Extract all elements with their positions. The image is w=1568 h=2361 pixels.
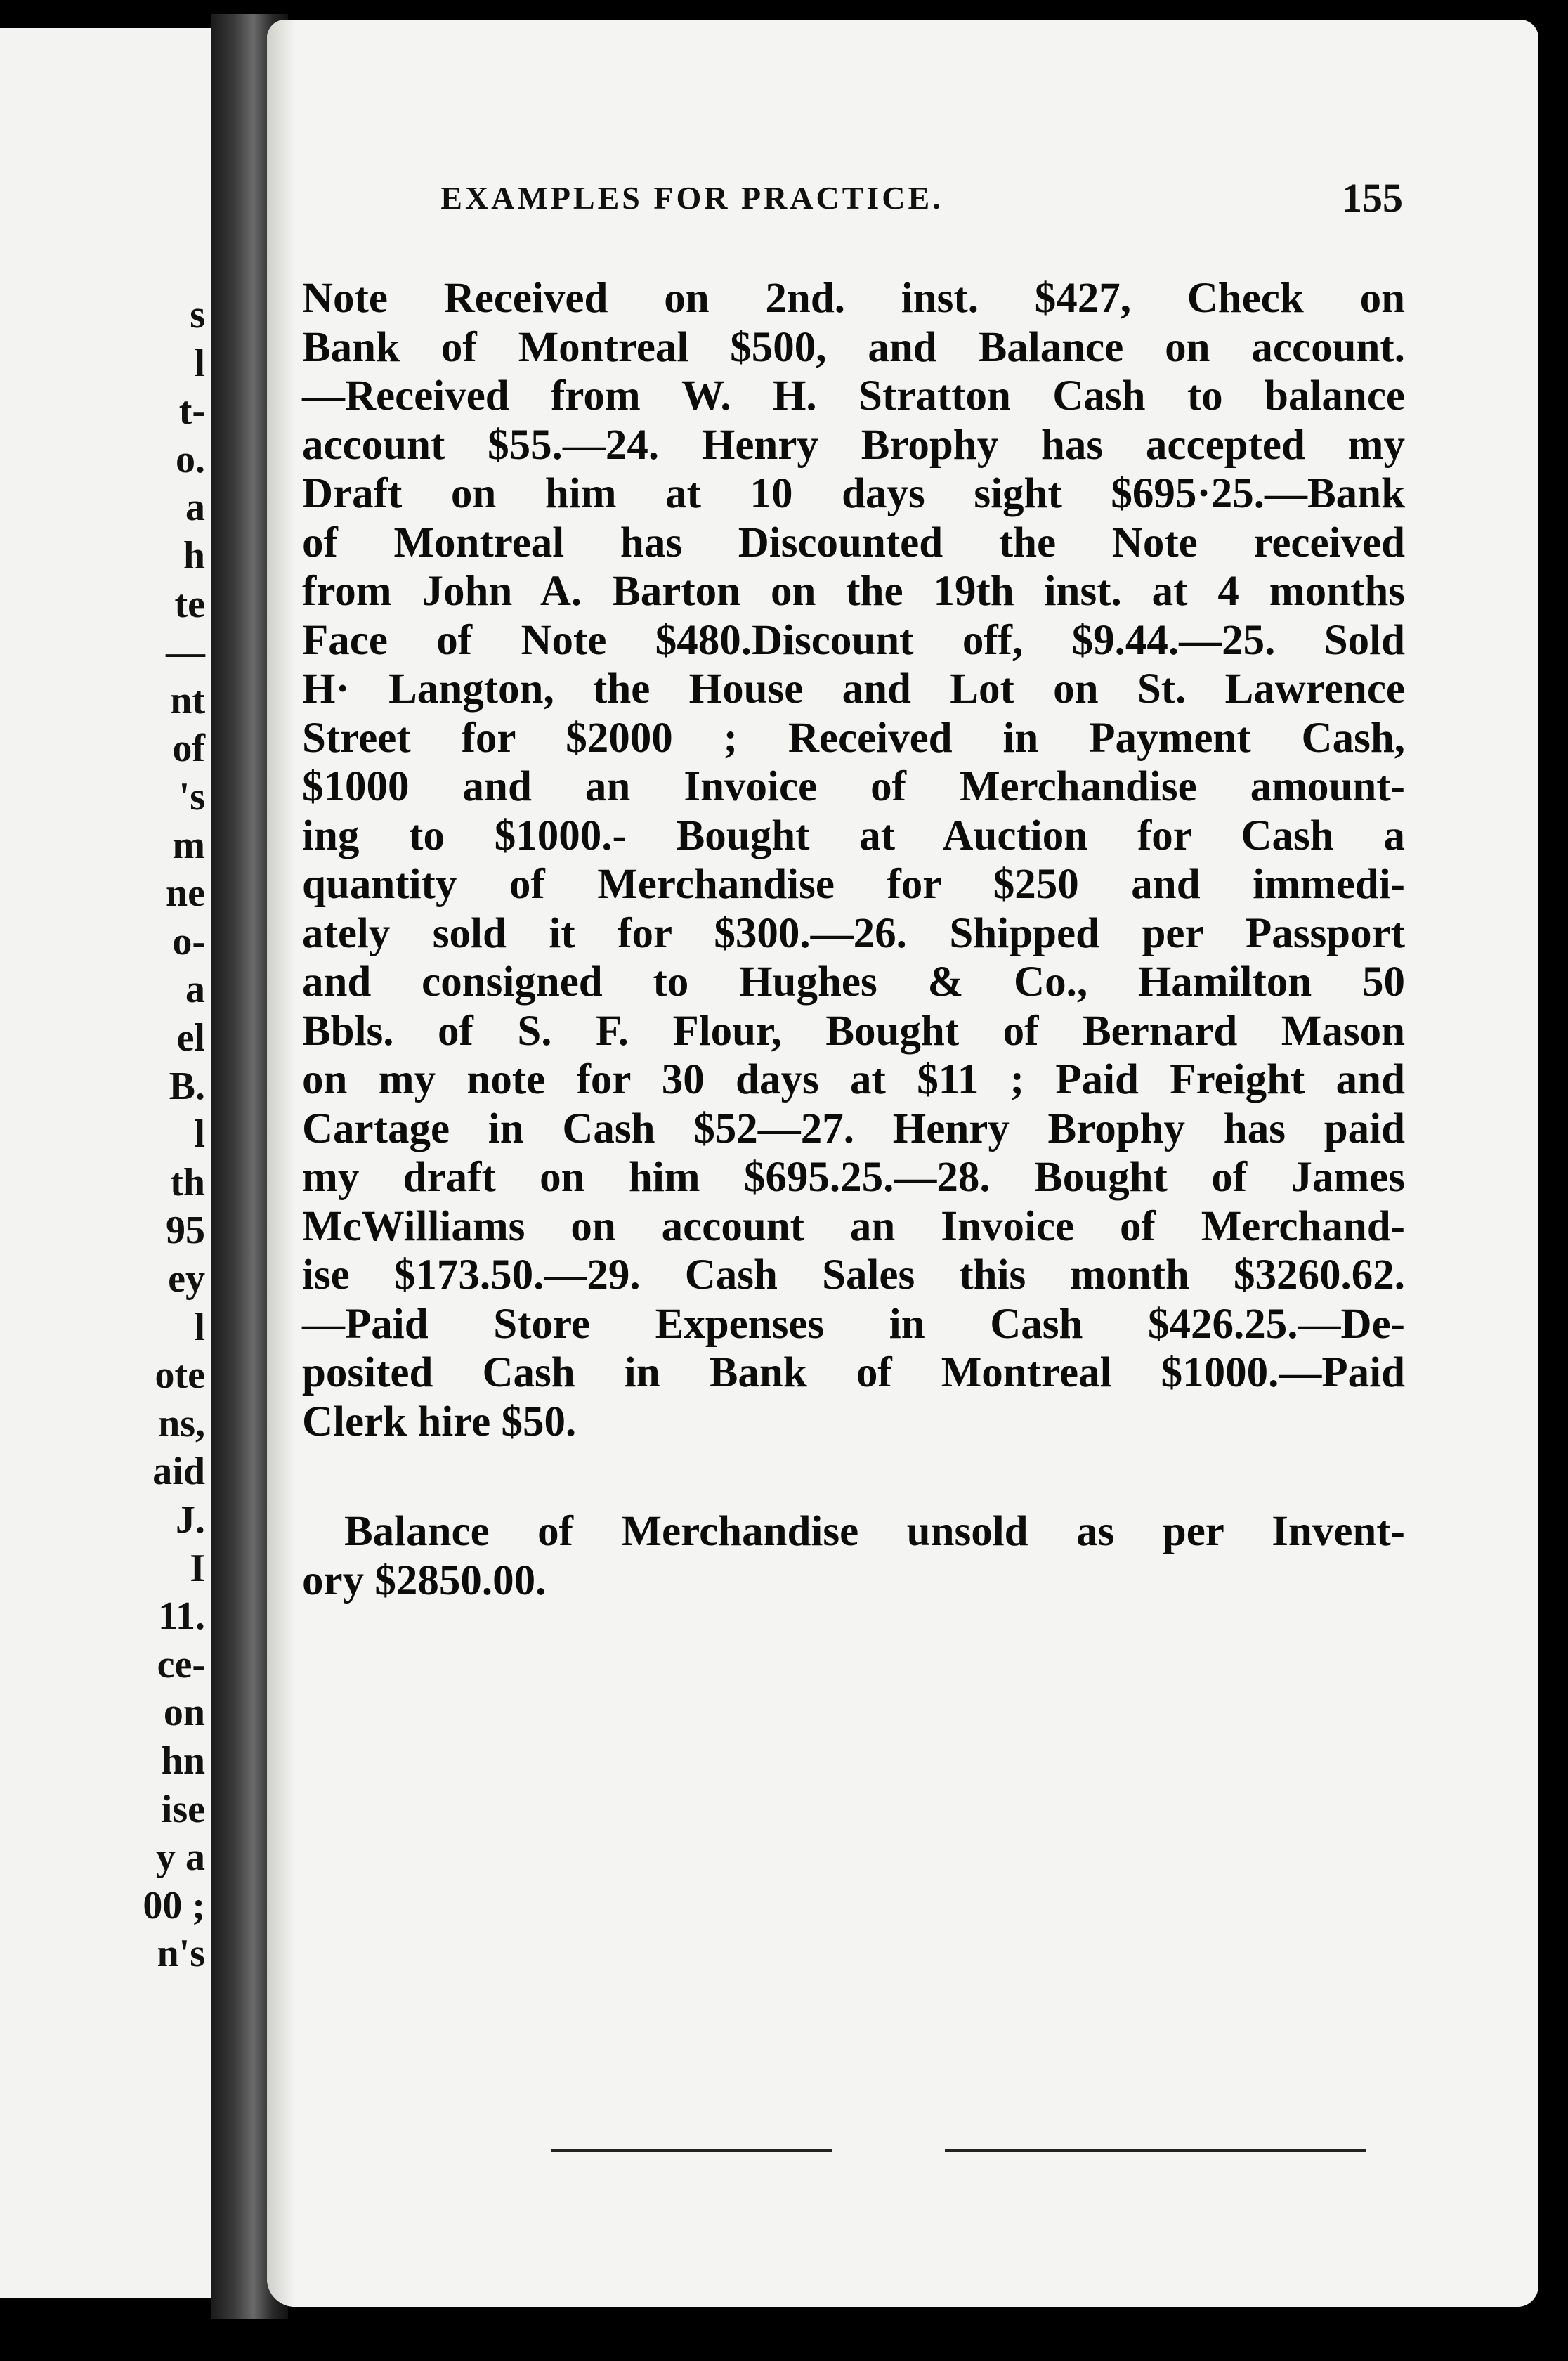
- left-page-fragment: el: [176, 1016, 205, 1060]
- left-page-fragment: n's: [157, 1932, 205, 1976]
- text-line: —Paid Store Expenses in Cash $426.25.—De-: [302, 1300, 1405, 1348]
- left-page-fragment: ne: [166, 871, 205, 916]
- text-line: Balance of Merchandise unsold as per Invent-: [344, 1508, 1405, 1555]
- left-page-fragment: 11.: [158, 1594, 205, 1639]
- left-page-fragment: 95: [166, 1209, 205, 1253]
- text-line: McWilliams on account an Invoice of Merchand-: [302, 1202, 1405, 1250]
- left-page-fragment: ce-: [157, 1642, 205, 1686]
- text-line: ing to $1000.- Bought at Auction for Cash a: [302, 812, 1405, 859]
- left-page-fragment: 00 ;: [143, 1883, 205, 1927]
- text-line: account $55.—24. Henry Brophy has accepted my: [302, 421, 1405, 469]
- text-line: —Received from W. H. Stratton Cash to balance: [302, 372, 1405, 419]
- text-line: posited Cash in Bank of Montreal $1000.—Paid: [302, 1349, 1405, 1396]
- left-page-fragment: t-: [178, 389, 205, 434]
- left-page-fragment: 's: [178, 775, 205, 819]
- left-page-fragment: o.: [176, 437, 205, 481]
- footer-rule-right: [945, 2149, 1366, 2152]
- left-page-fragment: ise: [161, 1787, 205, 1831]
- left-page-fragment: hn: [161, 1739, 205, 1783]
- left-page-fragment: ns,: [158, 1401, 205, 1445]
- page-number: 155: [1342, 175, 1403, 221]
- left-page-fragment: a: [185, 968, 205, 1012]
- left-page-fragment: l: [194, 341, 205, 385]
- left-page-fragment: nt: [170, 678, 205, 722]
- left-page-fragment: I: [190, 1546, 205, 1590]
- text-line: Bbls. of S. F. Flour, Bought of Bernard Mason: [302, 1007, 1405, 1055]
- text-line: ory $2850.00.: [302, 1556, 547, 1604]
- left-page-fragment: h: [183, 534, 205, 578]
- text-line: my draft on him $695.25.—28. Bought of James: [302, 1154, 1405, 1201]
- left-page-fragment: te: [174, 582, 205, 626]
- left-page-fragment: th: [170, 1160, 205, 1204]
- footer-rule-left: [551, 2149, 832, 2152]
- left-page-fragment: of: [172, 727, 205, 771]
- text-line: from John A. Barton on the 19th inst. at 4 months: [302, 568, 1405, 615]
- text-line: Clerk hire $50.: [302, 1398, 577, 1445]
- text-line: Note Received on 2nd. inst. $427, Check on: [302, 275, 1405, 322]
- left-page-fragment: B.: [169, 1064, 205, 1108]
- left-page-fragment: ey: [168, 1257, 205, 1301]
- left-page-fragment: l: [194, 1305, 205, 1349]
- left-page-fragment: —: [166, 630, 205, 675]
- text-line: of Montreal has Discounted the Note received: [302, 519, 1405, 566]
- text-line: Draft on him at 10 days sight $695·25.—Bank: [302, 470, 1405, 517]
- text-line: on my note for 30 days at $11 ; Paid Freight and: [302, 1056, 1405, 1103]
- text-line: quantity of Merchandise for $250 and immedi-: [302, 861, 1405, 908]
- inventory-paragraph: [302, 1507, 1405, 1605]
- left-page-fragment: J.: [176, 1498, 205, 1542]
- left-page-fragment: m: [172, 823, 205, 867]
- text-line: ately sold it for $300.—26. Shipped per Passport: [302, 909, 1405, 957]
- left-page-fragment: a: [185, 486, 205, 530]
- text-line: and consigned to Hughes & Co., Hamilton 50: [302, 958, 1405, 1006]
- text-line: ise $173.50.—29. Cash Sales this month $3260.62.: [302, 1251, 1405, 1299]
- left-page-fragment: y a: [156, 1835, 205, 1880]
- text-line: Face of Note $480.Discount off, $9.44.—25. Sold: [302, 616, 1405, 664]
- running-head: EXAMPLES FOR PRACTICE.: [440, 180, 943, 216]
- left-page-fragment: s: [190, 293, 205, 337]
- left-page-fragment: on: [163, 1691, 205, 1735]
- left-page-fragment: ote: [155, 1353, 205, 1398]
- left-page-edge: [0, 28, 225, 2298]
- text-line: Cartage in Cash $52—27. Henry Brophy has paid: [302, 1105, 1405, 1152]
- body-text: [302, 274, 1405, 1446]
- left-page-fragment: aid: [152, 1450, 205, 1494]
- text-line: H· Langton, the House and Lot on St. Lawrence: [302, 665, 1405, 713]
- left-page-fragment: l: [194, 1112, 205, 1157]
- text-line: Street for $2000 ; Received in Payment Cash,: [302, 714, 1405, 762]
- left-page-fragment: o-: [172, 919, 205, 963]
- text-line: $1000 and an Invoice of Merchandise amount-: [302, 763, 1405, 810]
- text-line: Bank of Montreal $500, and Balance on account.: [302, 323, 1405, 371]
